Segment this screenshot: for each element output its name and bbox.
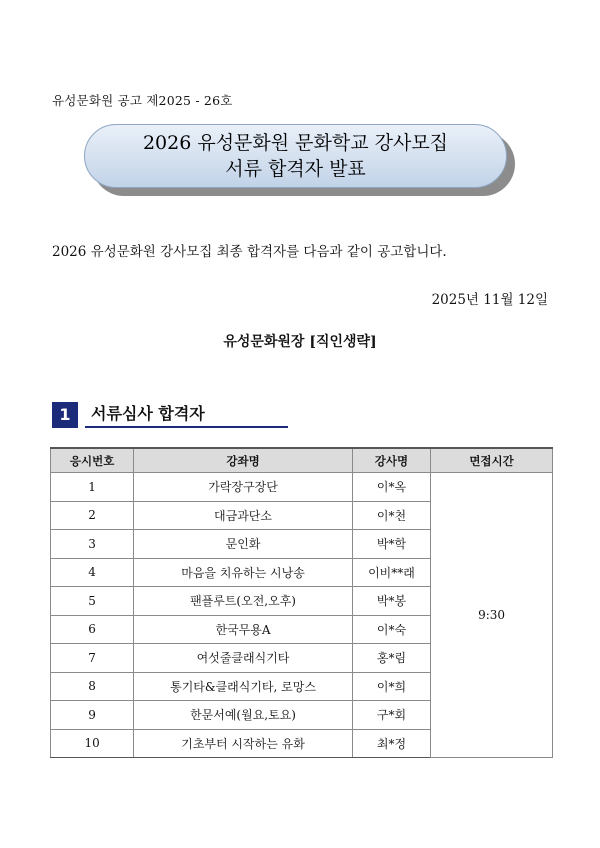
cell-instructor: 홍*림	[352, 644, 430, 673]
cell-course: 한문서예(월요,토요)	[134, 701, 353, 730]
header-applicant-no: 응시번호	[51, 448, 134, 473]
cell-applicant-no: 7	[51, 644, 134, 673]
cell-applicant-no: 5	[51, 587, 134, 616]
intro-text: 2026 유성문화원 강사모집 최종 합격자를 다음과 같이 공고합니다.	[52, 244, 447, 260]
cell-instructor: 박*학	[352, 530, 430, 559]
section-title: 서류심사 합격자	[85, 402, 288, 428]
cell-instructor: 이*천	[352, 501, 430, 530]
header-interview-time: 면접시간	[431, 448, 553, 473]
section-number: 1	[52, 402, 78, 428]
cell-instructor: 구*회	[352, 701, 430, 730]
header-course: 강좌명	[134, 448, 353, 473]
cell-instructor: 박*봉	[352, 587, 430, 616]
cell-course: 기초부터 시작하는 유화	[134, 729, 353, 758]
cell-applicant-no: 9	[51, 701, 134, 730]
notice-number: 유성문화원 공고 제2025 - 26호	[52, 93, 233, 108]
title-box	[84, 124, 507, 188]
announcement-date: 2025년 11월 12일	[431, 292, 548, 308]
cell-course: 통기타&클래식기타, 로망스	[134, 672, 353, 701]
cell-instructor: 이*옥	[352, 473, 430, 502]
table-header-row	[51, 448, 553, 473]
cell-instructor: 이비**래	[352, 558, 430, 587]
cell-applicant-no: 2	[51, 501, 134, 530]
cell-applicant-no: 6	[51, 615, 134, 644]
results-table	[50, 447, 553, 758]
cell-interview-time: 9:30	[431, 473, 553, 758]
cell-course: 대금과단소	[134, 501, 353, 530]
header-instructor: 강사명	[352, 448, 430, 473]
cell-course: 가락장구장단	[134, 473, 353, 502]
cell-instructor: 이*희	[352, 672, 430, 701]
cell-applicant-no: 10	[51, 729, 134, 758]
cell-applicant-no: 3	[51, 530, 134, 559]
cell-course: 마음을 치유하는 시낭송	[134, 558, 353, 587]
cell-course: 여섯줄클래식기타	[134, 644, 353, 673]
section-heading	[52, 402, 282, 428]
title-line-2: 서류 합격자 발표	[225, 158, 366, 180]
cell-course: 한국무용A	[134, 615, 353, 644]
cell-applicant-no: 8	[51, 672, 134, 701]
cell-course: 문인화	[134, 530, 353, 559]
cell-applicant-no: 1	[51, 473, 134, 502]
cell-instructor: 이*숙	[352, 615, 430, 644]
signature-line: 유성문화원장 [직인생략]	[223, 334, 377, 350]
cell-course: 팬플루트(오전,오후)	[134, 587, 353, 616]
cell-instructor: 최*정	[352, 729, 430, 758]
table-row	[51, 473, 553, 502]
title-line-1: 2026 유성문화원 문화학교 강사모집	[142, 132, 449, 154]
cell-applicant-no: 4	[51, 558, 134, 587]
